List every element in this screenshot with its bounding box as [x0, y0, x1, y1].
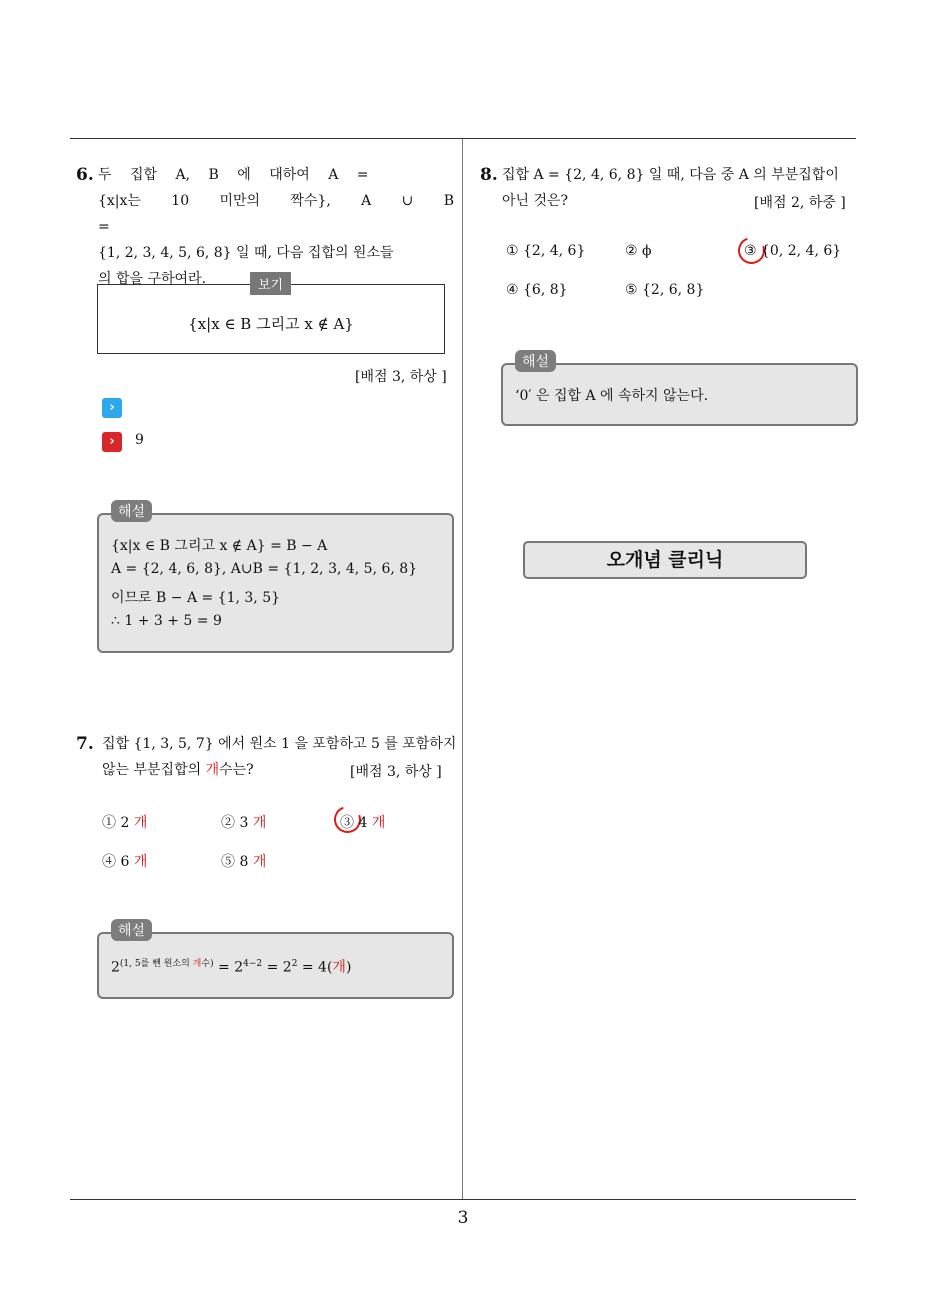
q7-sol-exponent: [120, 959, 214, 969]
q7-sol-base: 2: [111, 959, 120, 976]
q8-choice-4-num: ④: [506, 282, 519, 298]
q7-choice-1-unit: 개: [133, 815, 148, 831]
q8-choice-2[interactable]: [625, 243, 652, 259]
q8-choice-3-value: {0, 2, 4, 6}: [761, 243, 842, 259]
misconception-clinic-button[interactable]: 오개념 클리닉: [523, 541, 807, 579]
q6-solution-box: [97, 513, 454, 653]
q8-choice-1-num: ①: [506, 243, 519, 259]
q7-sol-tail-red: 개: [332, 959, 346, 976]
q7-choice-4-num: ④: [102, 854, 116, 870]
q7-choice-1-num: ①: [102, 815, 116, 831]
q8-choice-3[interactable]: [744, 243, 841, 259]
q7-choice-2-value: 3: [239, 815, 249, 831]
q7-line-1: 집합 {1, 3, 5, 7} 에서 원소 1 을 포함하고 5 를 포함하지: [102, 736, 457, 752]
q7-points: [배점 3, 하상 ]: [350, 764, 442, 780]
q8-line-2: 아닌 것은?: [502, 193, 569, 209]
q8-number: 8.: [480, 165, 498, 185]
page-number: 3: [457, 1208, 469, 1228]
q7-sol-exp3: 2: [291, 959, 298, 969]
q7-line-2-red: 개: [205, 762, 220, 778]
q7-choice-5-unit: 개: [252, 854, 267, 870]
q7-choice-2[interactable]: [221, 812, 266, 832]
q8-choice-2-num: ②: [625, 243, 638, 259]
q7-solution-formula: [111, 956, 351, 977]
q8-choice-4-value: {6, 8}: [523, 282, 568, 298]
q8-choice-5-value: {2, 6, 8}: [642, 282, 705, 298]
q7-choice-3-unit: 개: [371, 815, 386, 831]
q7-sol-tail-post: ): [345, 959, 352, 976]
q6-points: [배점 3, 하상 ]: [355, 369, 447, 385]
q8-choice-5[interactable]: [625, 282, 704, 298]
q6-answer: 9: [135, 432, 144, 448]
column-divider: [462, 139, 463, 1199]
q7-sol-exp-pre: (1, 5를 뺀 원소의: [119, 959, 193, 969]
q7-line-2-post: 수는?: [219, 762, 254, 778]
q7-choice-4-value: 6: [120, 854, 130, 870]
q7-choice-2-num: ②: [221, 815, 235, 831]
q6-line-1: 두 집합 A, B 에 대하여 A =: [98, 167, 369, 183]
q7-choice-5-value: 8: [239, 854, 249, 870]
q7-choice-5[interactable]: [221, 851, 266, 871]
q6-solution-line-3: 이므로 B − A = {1, 3, 5}: [111, 590, 281, 606]
q6-line-2: {x|x는 10 미만의 짝수}, A ∪ B =: [98, 193, 454, 235]
q6-number: 6.: [76, 165, 94, 185]
q7-sol-mid: = 2: [213, 959, 244, 976]
q7-choice-4[interactable]: [102, 851, 147, 871]
q7-sol-mid2: = 2: [262, 959, 292, 976]
q8-choice-1-value: {2, 4, 6}: [523, 243, 586, 259]
q7-solution-label: 해설: [111, 919, 152, 941]
q7-choice-1-value: 2: [120, 815, 130, 831]
q8-solution-label: 해설: [515, 350, 556, 372]
q8-line-1: 집합 A = {2, 4, 6, 8} 일 때, 다음 중 A 의 부분집합이: [502, 167, 839, 183]
q7-number: 7.: [76, 734, 94, 754]
q6-line-4: 의 합을 구하여라.: [98, 271, 207, 287]
q7-choice-3-num: ③: [340, 815, 354, 831]
q8-choice-1[interactable]: [506, 243, 585, 259]
q7-sol-exp2: 4−2: [243, 959, 263, 969]
answer-arrow-icon[interactable]: ›: [102, 432, 122, 452]
bogi-label: 보기: [250, 272, 291, 295]
q8-points: [배점 2, 하중 ]: [754, 195, 846, 211]
top-rule: [70, 138, 856, 139]
q8-choice-3-num: ③: [744, 243, 757, 259]
q6-solution-label: 해설: [111, 500, 152, 522]
q7-choice-3-value: 4: [358, 815, 368, 831]
q7-solution-box: [97, 932, 454, 999]
q8-solution-text: ‘0′ 은 집합 A 에 속하지 않는다.: [515, 388, 709, 404]
q7-choice-1[interactable]: [102, 812, 147, 832]
q8-choice-4[interactable]: [506, 282, 568, 298]
q6-solution-line-2: A = {2, 4, 6, 8}, A∪B = {1, 2, 3, 4, 5, 6, 8}: [111, 561, 418, 577]
q7-choice-5-num: ⑤: [221, 854, 235, 870]
q6-solution-line-1: {x|x ∈ B 그리고 x ∉ A} = B − A: [111, 538, 328, 554]
show-answer-icon[interactable]: ›: [102, 398, 122, 418]
q8-solution-box: [501, 363, 858, 426]
q7-sol-tail-pre: = 4(: [297, 959, 333, 976]
q7-sol-exp-post: 수): [201, 959, 214, 969]
q6-solution-line-4: ∴ 1 + 3 + 5 = 9: [111, 613, 222, 629]
q7-choice-4-unit: 개: [133, 854, 148, 870]
q7-line-2-pre: 않는 부분집합의: [102, 762, 206, 778]
bottom-rule: [70, 1199, 856, 1200]
q7-sol-exp-red: 개: [192, 959, 202, 969]
q8-choice-2-value: ϕ: [642, 243, 652, 259]
bogi-content: {x|x ∈ B 그리고 x ∉ A}: [188, 315, 354, 333]
q7-choice-3[interactable]: [340, 812, 385, 832]
q8-choice-5-num: ⑤: [625, 282, 638, 298]
q6-line-3: {1, 2, 3, 4, 5, 6, 8} 일 때, 다음 집합의 원소들: [98, 245, 394, 261]
q7-choice-2-unit: 개: [252, 815, 267, 831]
